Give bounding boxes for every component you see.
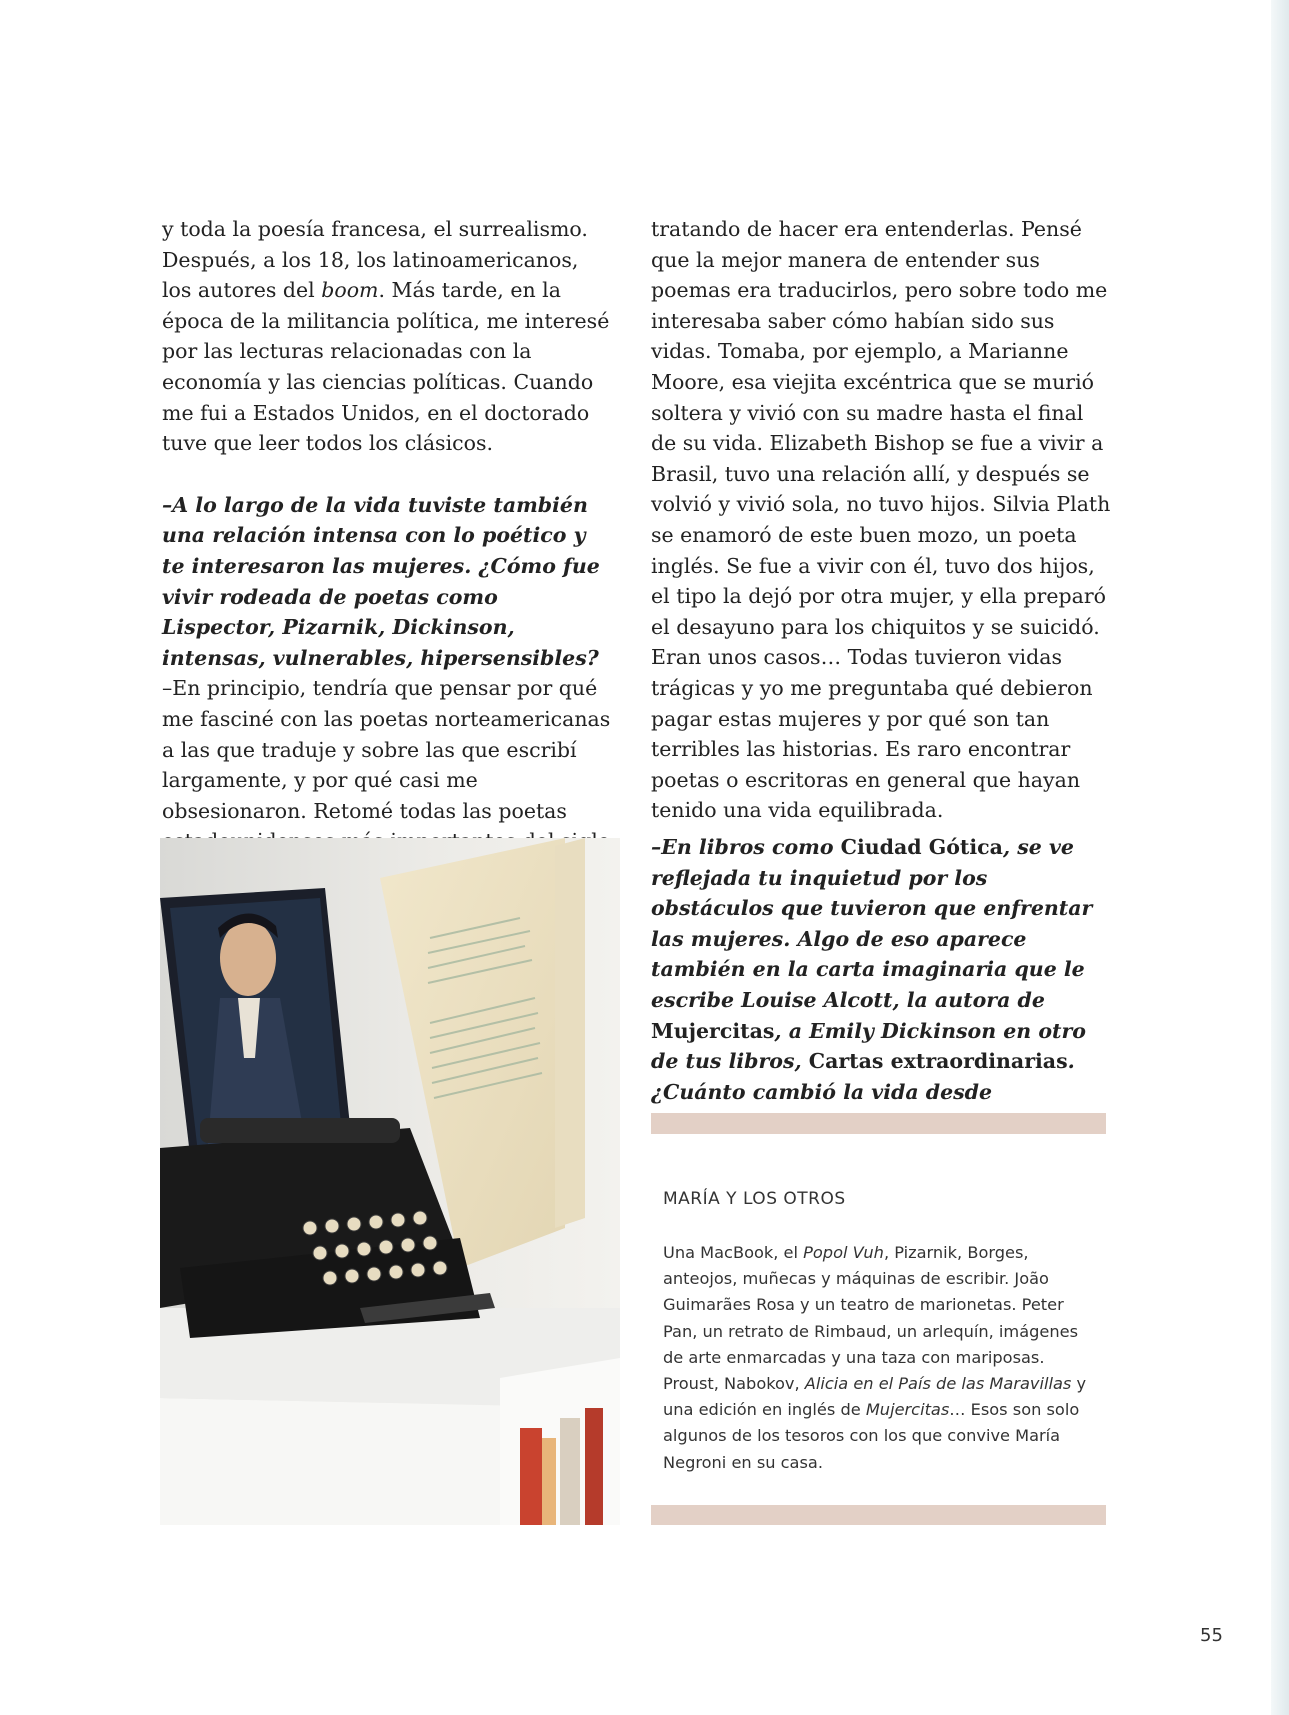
q2-part-g: . ¿Cuánto cambió la vida desde	[651, 1049, 1075, 1104]
page-number: 55	[1200, 1625, 1223, 1646]
left-column	[162, 214, 612, 887]
right-column	[651, 214, 1111, 826]
sidebar-text-1-em: Popol Vuh	[803, 1243, 884, 1262]
interview-question-2	[651, 832, 1111, 1138]
interview-answer-1-continued: tratando de hacer era entenderlas. Pensé que la mejor manera de entender sus poemas era traducirlos, pero sobre todo me interesaba saber cómo habían sido sus vidas. Tomaba, por ejemplo, a Marianne Moore, esa viejita excéntrica que se murió soltera y vivió con su madre hasta el final de su vida. Elizabeth Bishop se fue a vivir a Brasil, tuvo una relación allí, y después se volvió y vivió sola, no tuvo hijos. Silvia Plath se enamoró de este buen mozo, un poeta inglés. Se fue a vivir con él, tuvo dos hijos, el tipo la dejó por otra mujer, y ella preparó el desayuno para los chiquitos y se suicidó. Eran unos casos… Todas tuvieron vidas trágicas y yo me preguntaba qué debieron pagar estas mujeres y por qué son tan terribles las historias. Es raro encontrar poetas o escritoras en general que hayan tenido una vida equilibrada.	[651, 217, 1111, 823]
sidebar-text-1: Una MacBook, el	[663, 1243, 804, 1262]
q2-book-title-3: Cartas extraordinarias	[808, 1049, 1068, 1074]
interview-question-1: –A lo largo de la vida tuviste también una relación intensa con lo poético y te interesaron las mujeres. ¿Cómo fue vivir rodeada de poetas como Lispector, Pizarnik, Dickinson, intensas, vulnerables, hipersensibles?	[162, 492, 600, 670]
typewriter-photo	[160, 838, 620, 1525]
sidebar-text-3: y una edición en inglés de	[663, 1374, 1087, 1420]
sidebar-text-2-em: Alicia en el País de las Maravillas	[804, 1374, 1072, 1394]
sidebar-title: MARÍA Y LOS OTROS	[663, 1189, 846, 1209]
intro-paragraph	[162, 214, 612, 459]
intro-text-1: y toda la poesía francesa, el surrealismo. Después, a los 18, los latinoamericanos, los autores del	[162, 217, 588, 303]
q2-part-a: –En libros como	[651, 835, 841, 859]
intro-text-2: . Más tarde, en la época de la militancia política, me interesé por las lecturas relacionadas con la economía y las ciencias políticas. Cuando me fui a Estados Unidos, en el doctorado tuve que leer todos los clásicos.	[162, 278, 610, 456]
sidebar-bottom-rule	[651, 1505, 1106, 1525]
photo-illustration	[160, 838, 620, 1525]
sidebar-body	[663, 1240, 1103, 1476]
sidebar-text-2: , Pizarnik, Borges, anteojos, muñecas y máquinas de escribir. João Guimarães Rosa y un teatro de marionetas. Peter Pan, un retrato de Rimbaud, un arlequín, imágenes de arte enmarcadas y una taza con mariposas. Proust, Nabokov,	[663, 1243, 1079, 1394]
sidebar-text-3-em: Mujercitas	[865, 1400, 950, 1420]
interview-question-2-block	[651, 832, 1111, 1138]
sidebar-top-rule	[651, 1113, 1106, 1134]
q2-part-c: , se ve reflejada tu inquietud por los obstáculos que tuvieron que enfrentar las mujeres. Algo de eso aparece también en la carta imaginaria que le escribe Louise Alcott, la autora de	[651, 835, 1093, 1012]
q2-part-e: , a Emily Dickinson en otro de tus libros,	[651, 1018, 1086, 1074]
sidebar-text-4: … Esos son solo algunos de los tesoros con los que convive María Negroni en su casa.	[663, 1400, 1080, 1472]
page-edge	[1271, 0, 1289, 1715]
q2-book-title-2: Mujercitas	[651, 1018, 775, 1043]
intro-text-em: boom	[321, 278, 379, 303]
interview-answer-1: –En principio, tendría que pensar por qué me fasciné con las poetas norteamericanas a las que traduje y sobre las que escribí largamente, y por qué casi me obsesionaron. Retomé todas las poetas	[162, 676, 611, 823]
q2-book-title-1: Ciudad Gótica	[840, 835, 1003, 859]
